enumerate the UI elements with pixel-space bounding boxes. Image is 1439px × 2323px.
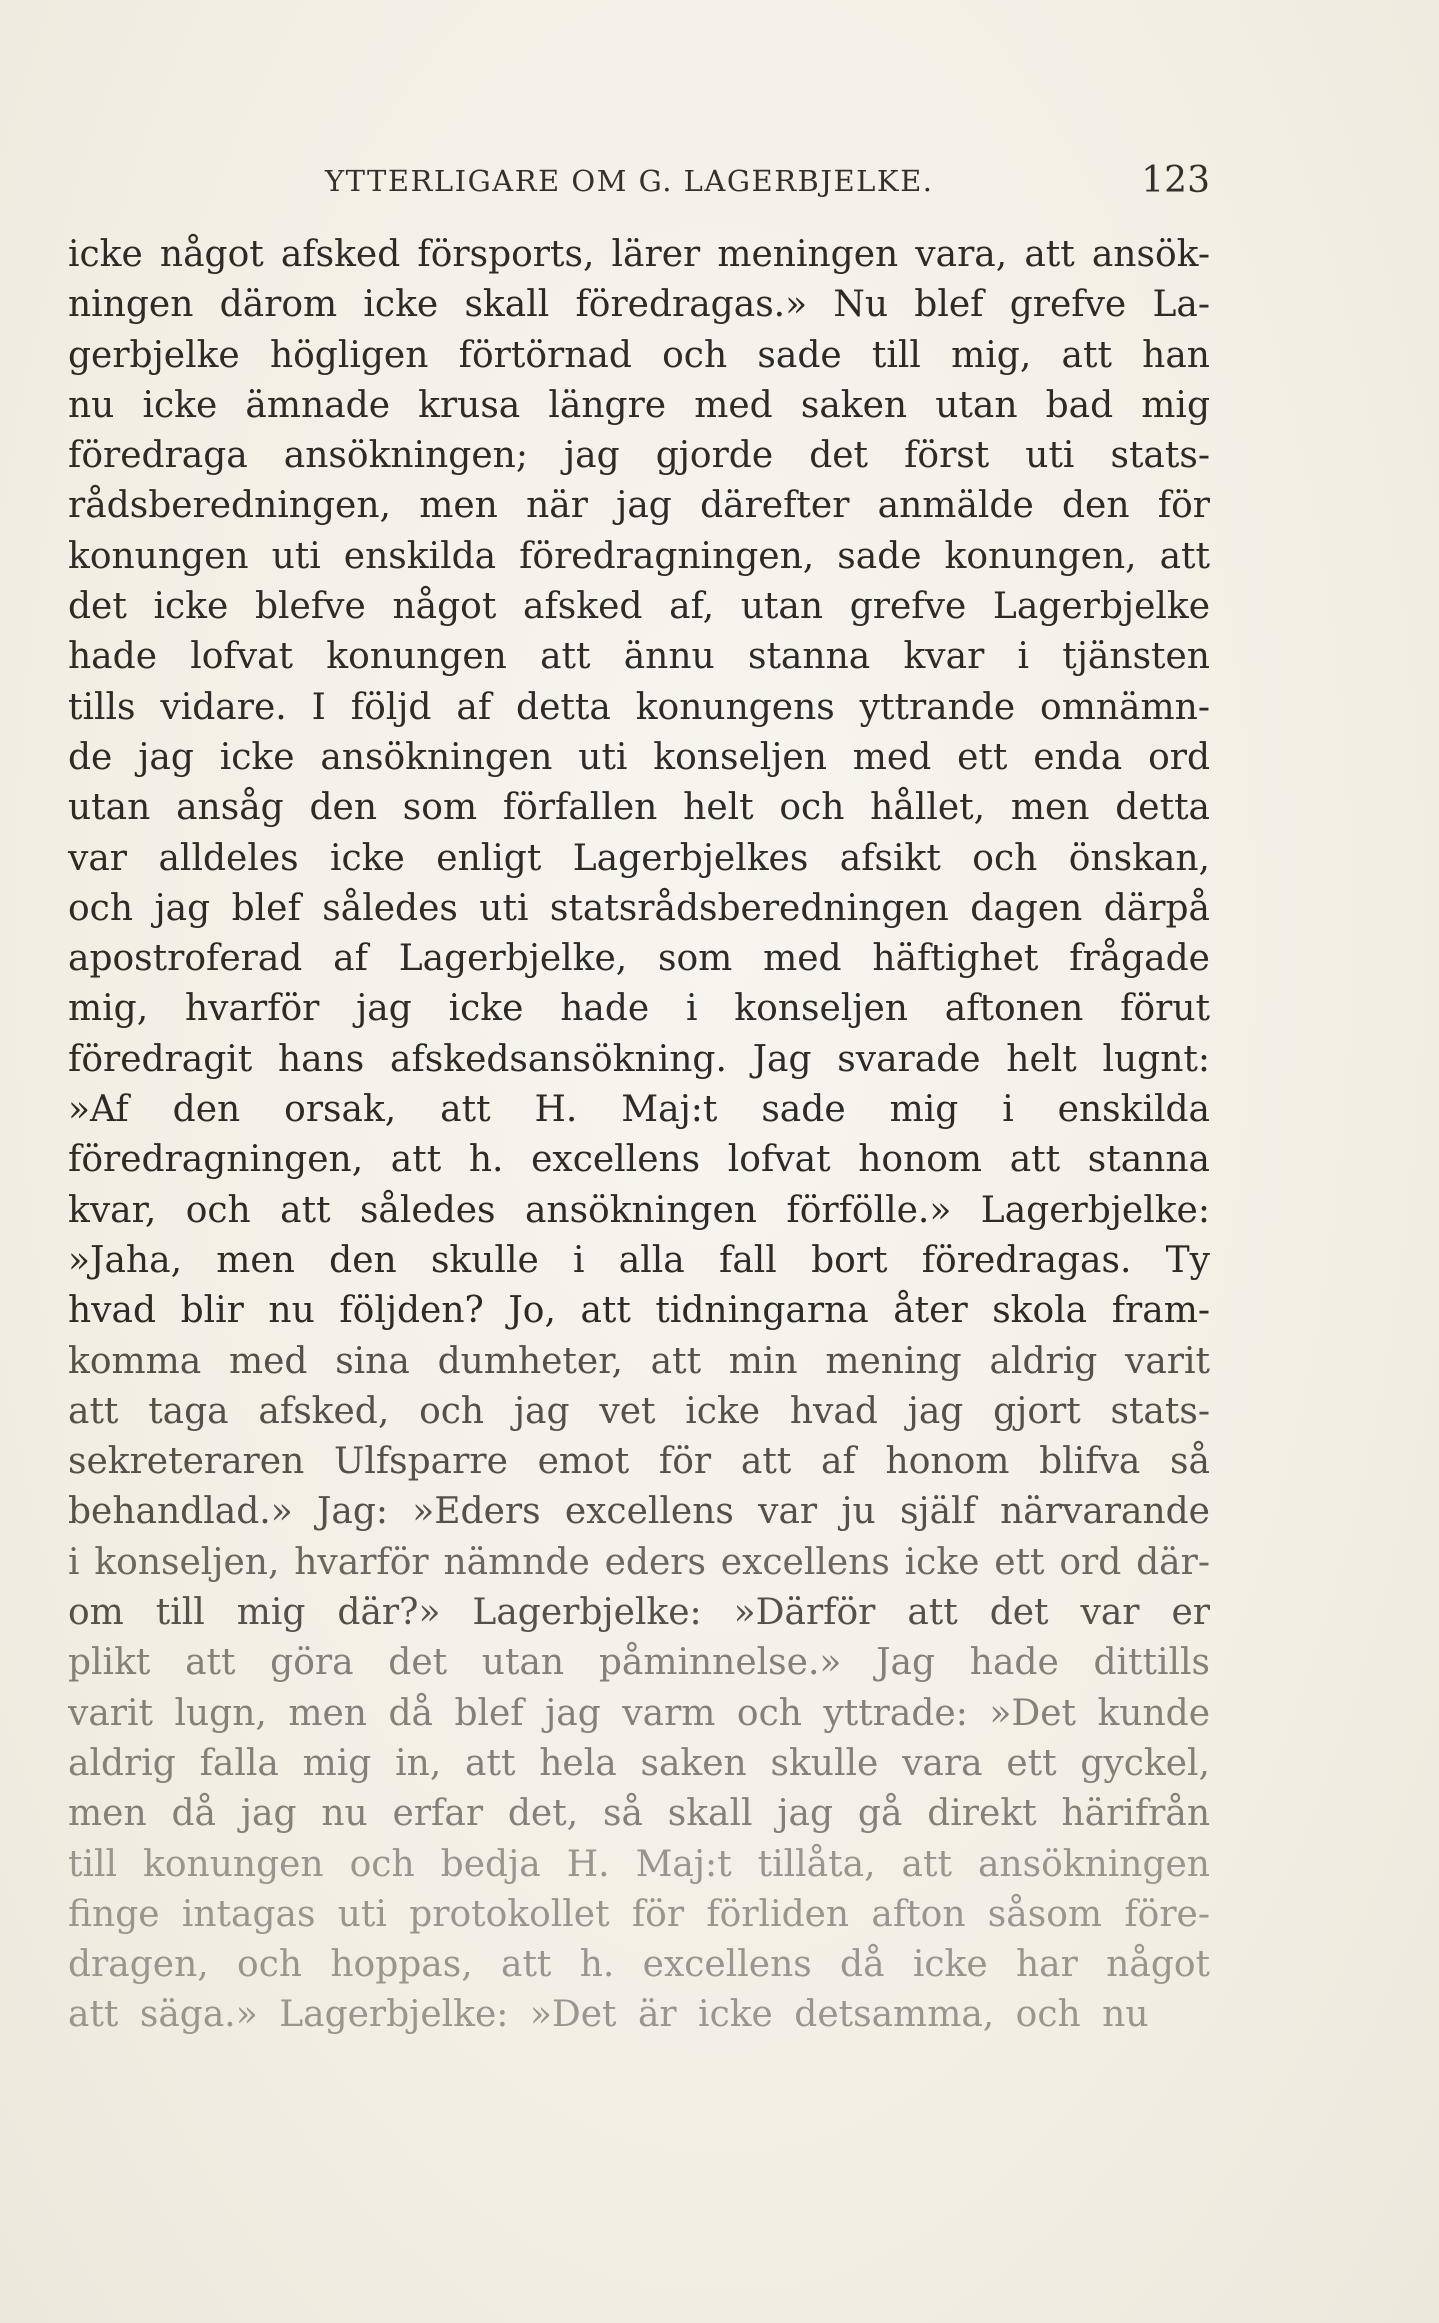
text-line: föredragningen, att h. excellens lofvat honom att stanna — [68, 1139, 1210, 1181]
text-line: dragen, och hoppas, att h. excellens då icke har något — [68, 1944, 1210, 1986]
body-text — [68, 230, 1210, 2041]
text-line: de jag icke ansökningen uti konseljen med ett enda ord — [68, 736, 1210, 778]
text-line: behandlad.» Jag: »Eders excellens var ju själf närvarande — [68, 1491, 1210, 1533]
text-line: utan ansåg den som förfallen helt och hållet, men detta — [68, 787, 1210, 829]
text-line: varit lugn, men då blef jag varm och yttrade: »Det kunde — [68, 1692, 1210, 1734]
text-line: i konseljen, hvarför nämnde eders excellens icke ett ord där- — [68, 1541, 1210, 1583]
text-line: rådsberedningen, men när jag därefter anmälde den för — [68, 485, 1210, 527]
text-line: »Af den orsak, att H. Maj:t sade mig i enskilda — [68, 1089, 1210, 1131]
text-line: att säga.» Lagerbjelke: »Det är icke detsamma, och nu — [68, 1994, 1149, 2036]
text-line: kvar, och att således ansökningen förfölle.» Lagerbjelke: — [68, 1189, 1210, 1231]
text-line: konungen uti enskilda föredragningen, sade konungen, att — [68, 535, 1210, 577]
text-line: icke något afsked försports, lärer meningen vara, att ansök- — [68, 234, 1210, 275]
text-line: nu icke ämnade krusa längre med saken utan bad mig — [68, 384, 1210, 426]
text-line: aldrig falla mig in, att hela saken skulle vara ett gyckel, — [68, 1742, 1210, 1784]
text-line: att taga afsked, och jag vet icke hvad jag gjort stats- — [68, 1390, 1210, 1432]
text-line: hvad blir nu följden? Jo, att tidningarna åter skola fram- — [68, 1290, 1210, 1332]
text-line: ningen därom icke skall föredragas.» Nu blef grefve La- — [68, 284, 1210, 326]
text-line: till konungen och bedja H. Maj:t tillåta, att ansökningen — [68, 1843, 1210, 1885]
text-line: apostroferad af Lagerbjelke, som med häftighet frågade — [68, 938, 1210, 980]
text-line: finge intagas uti protokollet för förliden afton såsom före- — [68, 1893, 1210, 1935]
text-line: tills vidare. I följd af detta konungens yttrande omnämn- — [68, 686, 1210, 728]
text-line: om till mig där?» Lagerbjelke: »Därför att det var er — [68, 1592, 1210, 1634]
text-line: och jag blef således uti statsrådsberedningen dagen därpå — [68, 887, 1210, 929]
text-line: det icke blefve något afsked af, utan grefve Lagerbjelke — [68, 586, 1210, 628]
text-line: men då jag nu erfar det, så skall jag gå direkt härifrån — [68, 1793, 1210, 1835]
text-line: hade lofvat konungen att ännu stanna kvar i tjänsten — [68, 636, 1210, 678]
text-line: plikt att göra det utan påminnelse.» Jag hade dittills — [68, 1642, 1210, 1684]
text-line: komma med sina dumheter, att min mening aldrig varit — [68, 1340, 1210, 1382]
text-line: »Jaha, men den skulle i alla fall bort föredragas. Ty — [68, 1239, 1210, 1281]
text-line: sekreteraren Ulfsparre emot för att af honom blifva så — [68, 1441, 1210, 1483]
page-header — [70, 160, 1210, 204]
running-head: YTTERLIGARE OM G. LAGERBJELKE. — [325, 164, 934, 198]
page-number: 123 — [1141, 160, 1210, 201]
text-line: föredraga ansökningen; jag gjorde det först uti stats- — [68, 435, 1210, 477]
text-line: föredragit hans afskedsansökning. Jag svarade helt lugnt: — [68, 1038, 1210, 1080]
text-line: mig, hvarför jag icke hade i konseljen aftonen förut — [68, 988, 1210, 1030]
text-line: gerbjelke högligen förtörnad och sade till mig, att han — [68, 334, 1210, 376]
text-line: var alldeles icke enligt Lagerbjelkes afsikt och önskan, — [68, 837, 1210, 879]
